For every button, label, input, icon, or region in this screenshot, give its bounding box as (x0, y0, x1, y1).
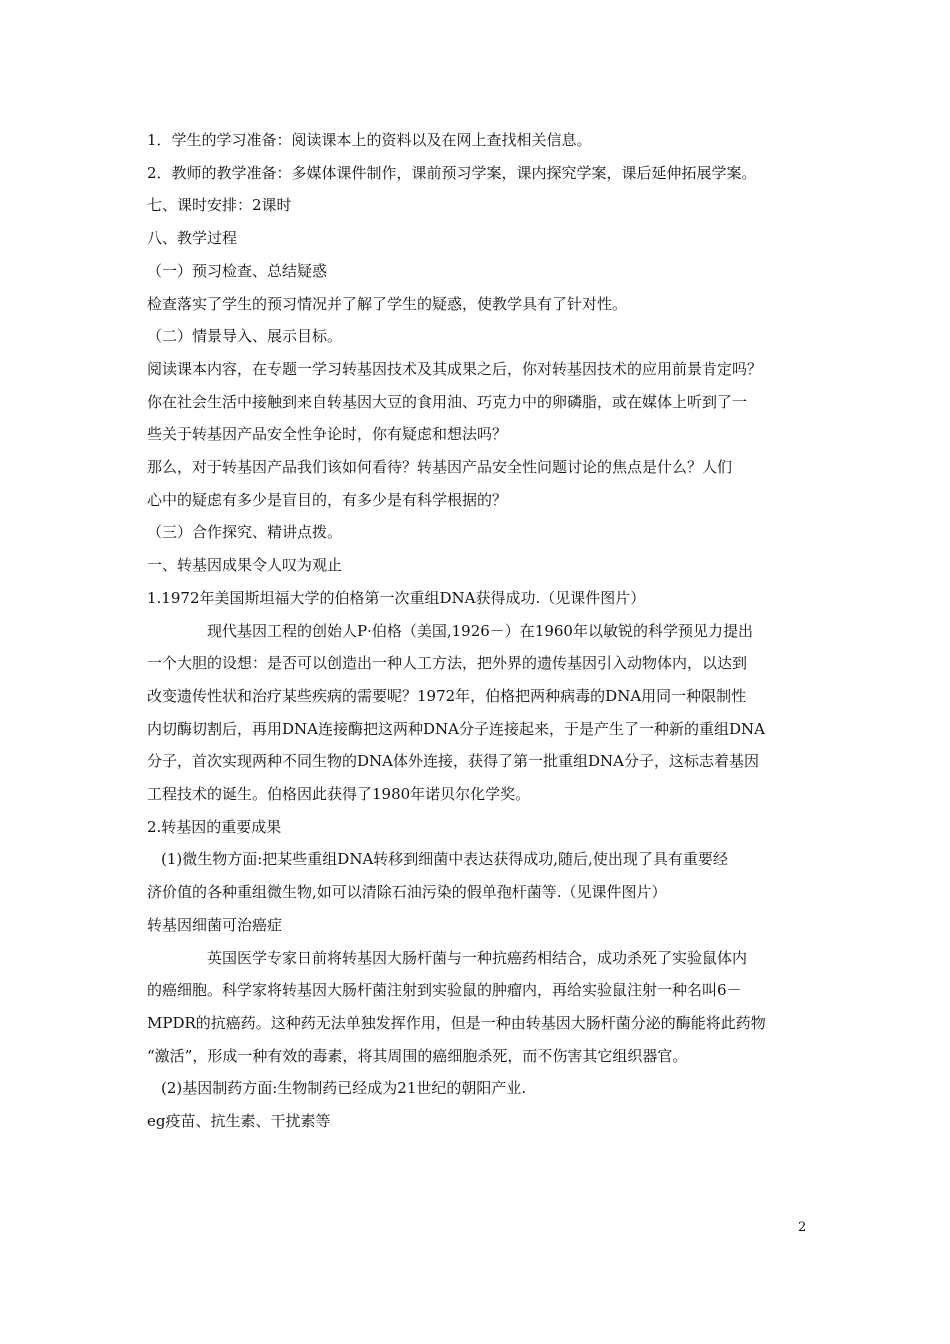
text-line: 转基因细菌可治癌症 (147, 915, 283, 934)
subsection-heading: （一）预习检查、总结疑惑 (147, 261, 328, 280)
text-line: 的癌细胞。科学家将转基因大肠杆菌注射到实验鼠的肿瘤内，再给实验鼠注射一种名叫6－ (147, 981, 742, 1000)
text-line: (2)基因制药方面:生物制药已经成为21世纪的朝阳产业. (161, 1079, 527, 1098)
text-line: “激活”，形成一种有效的毒素，将其周围的癌细胞杀死，而不伤害其它组织器官。 (147, 1046, 688, 1065)
text-line: 心中的疑虑有多少是盲目的，有多少是有科学根据的？ (147, 490, 508, 509)
text-line: (1)微生物方面:把某些重组DNA转移到细菌中表达获得成功,随后,使出现了具有重要经 (161, 850, 728, 869)
text-line: 2．教师的教学准备：多媒体课件制作，课前预习学案，课内探究学案，课后延伸拓展学案。 (147, 163, 757, 182)
text-line: 那么，对于转基因产品我们该如何看待？转基因产品安全性问题讨论的焦点是什么？人们 (147, 458, 733, 477)
text-line: MPDR的抗癌药。这种药无法单独发挥作用，但是一种由转基因大肠杆菌分泌的酶能将此药物 (147, 1013, 766, 1032)
text-line: 内切酶切割后，再用DNA连接酶把这两种DNA分子连接起来，于是产生了一种新的重组DNA (147, 719, 765, 738)
section-heading: 八、教学过程 (147, 229, 238, 248)
subsection-heading: （三）合作探究、精讲点拨。 (147, 523, 343, 542)
text-line: 改变遗传性状和治疗某些疾病的需要呢？1972年，伯格把两种病毒的DNA用同一种限制性 (147, 686, 747, 705)
text-line: 1.1972年美国斯坦福大学的伯格第一次重组DNA获得成功.（见课件图片） (147, 588, 646, 607)
text-line: 济价值的各种重组微生物,如可以清除石油污染的假单孢杆菌等.（见课件图片） (147, 883, 667, 902)
text-line: 你在社会生活中接触到来自转基因大豆的食用油、巧克力中的卵磷脂，或在媒体上听到了一 (147, 392, 748, 411)
subsection-heading: （二）情景导入、展示目标。 (147, 327, 343, 346)
text-line: 现代基因工程的创始人P·伯格（美国,1926－）在1960年以敏锐的科学预见力提出 (207, 621, 753, 640)
text-line: 工程技术的诞生。伯格因此获得了1980年诺贝尔化学奖。 (147, 785, 531, 804)
section-heading: 七、课时安排：2课时 (147, 196, 292, 215)
text-line: 英国医学专家日前将转基因大肠杆菌与一种抗癌药相结合，成功杀死了实验鼠体内 (207, 948, 748, 967)
text-line: 检查落实了学生的预习情况并了解了学生的疑惑，使教学具有了针对性。 (147, 294, 628, 313)
page-number: 2 (798, 1220, 807, 1235)
text-line: 2.转基因的重要成果 (147, 817, 282, 836)
text-line: eg疫苗、抗生素、干扰素等 (147, 1112, 331, 1131)
text-line: 些关于转基因产品安全性争论时，你有疑虑和想法吗？ (147, 425, 508, 444)
text-line: 分子，首次实现两种不同生物的DNA体外连接，获得了第一批重组DNA分子，这标志着基因 (147, 752, 759, 771)
text-line: 1．学生的学习准备：阅读课本上的资料以及在网上查找相关信息。 (147, 131, 592, 149)
section-heading: 一、转基因成果令人叹为观止 (147, 556, 343, 575)
text-line: 一个大胆的设想：是否可以创造出一种人工方法，把外界的遗传基因引入动物体内，以达到 (147, 654, 748, 673)
text-line: 阅读课本内容，在专题一学习转基因技术及其成果之后，你对转基因技术的应用前景肯定吗？ (147, 359, 763, 378)
document-body (147, 124, 819, 1138)
